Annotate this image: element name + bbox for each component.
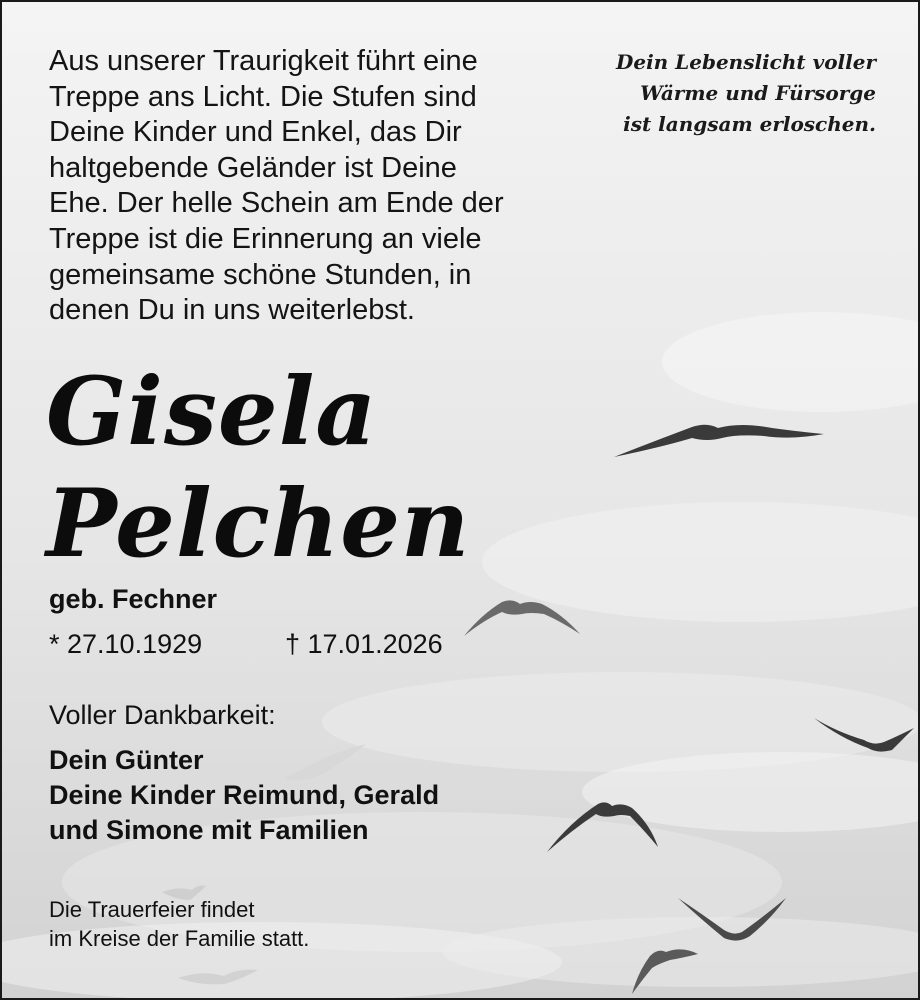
death-date: † 17.01.2026 <box>285 629 443 659</box>
mourner-line: und Simone mit Familien <box>49 815 369 845</box>
funeral-note <box>49 895 309 953</box>
maiden-name: geb. Fechner <box>49 584 218 614</box>
birth-date: * 27.10.1929 <box>49 629 203 659</box>
seagull-icon <box>614 425 824 457</box>
mourner-line: Deine Kinder Reimund, Gerald <box>49 780 440 810</box>
funeral-line: im Kreise der Familie statt. <box>49 926 310 951</box>
motto-text: Dein Lebenslicht voller Wärme und Fürsorge ist langsam erloschen. <box>616 50 876 136</box>
mourners-list <box>49 743 439 848</box>
funeral-line: Die Trauerfeier findet <box>49 897 255 922</box>
thanks-line: Voller Dankbarkeit: <box>49 700 276 730</box>
mourner-line: Dein Günter <box>49 745 204 775</box>
last-name: Pelchen <box>46 469 471 579</box>
first-name: Gisela <box>46 357 378 467</box>
poem-text: Aus unserer Traurigkeit führt eine Treppe ans Licht. Die Stufen sind Deine Kinder und Enkel, das Dir haltgebende Geländer ist Deine Ehe. Der helle Schein am Ende der Treppe ist die Erinnerung an viele gemeinsame schöne Stunden, in denen Du in uns weiterlebst. <box>49 45 504 327</box>
seagull-icon <box>464 600 580 636</box>
